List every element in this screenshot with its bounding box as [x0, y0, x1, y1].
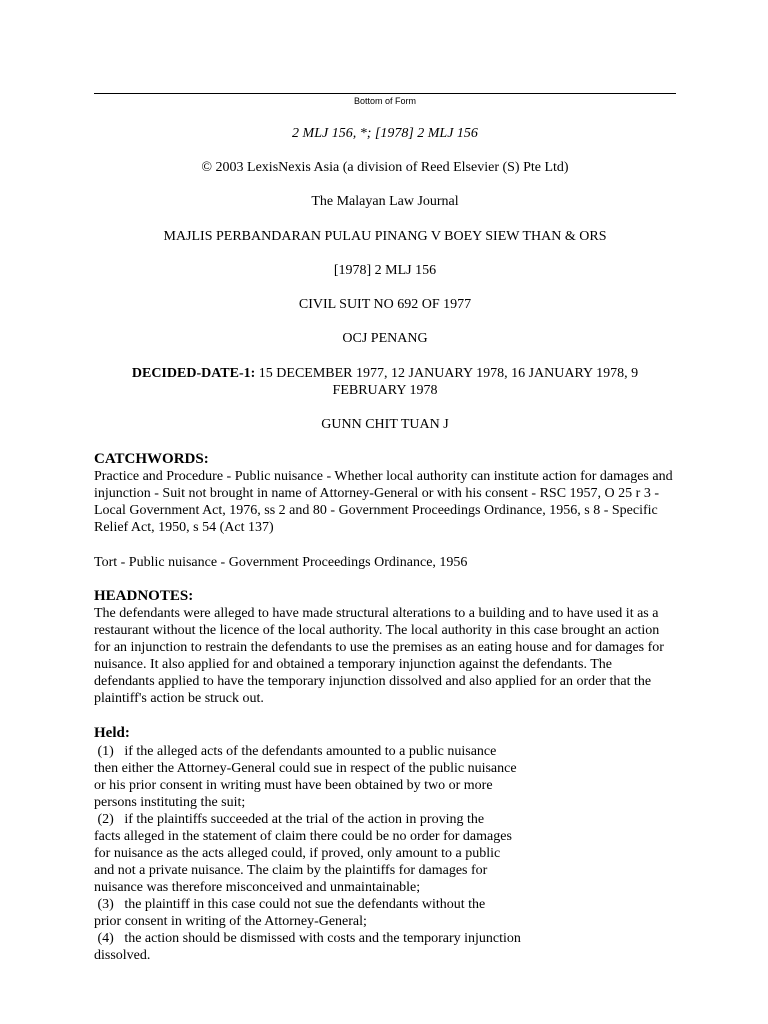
held-line: facts alleged in the statement of claim there could be no order for damages: [94, 829, 512, 844]
catchwords-heading: CATCHWORDS:: [94, 451, 209, 467]
catchwords-paragraph-1: Practice and Procedure - Public nuisance - Whether local authority can institute action for damages and injunction - Suit not brought in name of Attorney-General or with his consent - RSC 1957, O 25 r 3 - Local Government Act, 1976, ss 2 and 80 - Government Proceedings Ordinance, 1956, s 8 - Specific Relief Act, 1950, s 54 (Act 137): [94, 469, 673, 535]
copyright-notice: © 2003 LexisNexis Asia (a division of Reed Elsevier (S) Pte Ltd): [201, 160, 569, 175]
catchwords-paragraph-2: Tort - Public nuisance - Government Proceedings Ordinance, 1956: [94, 555, 468, 570]
citation-line: 2 MLJ 156, *; [1978] 2 MLJ 156: [292, 126, 478, 141]
held-line: persons instituting the suit;: [94, 795, 246, 810]
held-line: then either the Attorney-General could sue in respect of the public nuisance: [94, 761, 517, 776]
decided-value: 15 DECEMBER 1977, 12 JANUARY 1978, 16 JANUARY 1978, 9 FEBRUARY 1978: [255, 366, 639, 398]
bottom-of-form-label: Bottom of Form: [353, 96, 416, 106]
held-line: (4) the action should be dismissed with costs and the temporary injunction: [94, 931, 521, 946]
held-line: (3) the plaintiff in this case could not sue the defendants without the: [94, 897, 486, 912]
court-name: OCJ PENANG: [342, 331, 428, 346]
held-line: and not a private nuisance. The claim by the plaintiffs for damages for: [94, 863, 488, 878]
judge-name: GUNN CHIT TUAN J: [321, 417, 449, 432]
held-line: dissolved.: [94, 948, 151, 963]
case-title: MAJLIS PERBANDARAN PULAU PINANG V BOEY SIEW THAN & ORS: [163, 229, 607, 244]
held-heading: Held:: [94, 725, 130, 741]
held-line: nuisance was therefore misconceived and unmaintainable;: [94, 880, 421, 895]
headnotes-paragraph: The defendants were alleged to have made structural alterations to a building and to have used it as a restaurant without the licence of the local authority. The local authority in this case brought an action for an injunction to restrain the defendants to use the premises as an eating house and for damages for nuisance. It also applied for and obtained a temporary injunction against the defendants. The defendants applied to have the temporary injunction dissolved and also applied for an order that the plaintiff's action be struck out.: [94, 606, 664, 706]
decided-label: DECIDED-DATE-1:: [131, 366, 256, 381]
held-line: prior consent in writing of the Attorney-General;: [94, 914, 367, 929]
held-line: (2) if the plaintiffs succeeded at the trial of the action in proving the: [94, 812, 485, 827]
held-list: [94, 743, 676, 964]
held-line: or his prior consent in writing must have been obtained by two or more: [94, 778, 493, 793]
suit-number: CIVIL SUIT NO 692 OF 1977: [298, 297, 472, 312]
horizontal-rule: [94, 93, 676, 94]
decided-date: [94, 365, 676, 399]
case-citation: [1978] 2 MLJ 156: [333, 263, 437, 278]
held-line: for nuisance as the acts alleged could, if proved, only amount to a public: [94, 846, 501, 861]
journal-name: The Malayan Law Journal: [311, 194, 459, 209]
held-line: (1) if the alleged acts of the defendants amounted to a public nuisance: [94, 744, 497, 759]
headnotes-heading: HEADNOTES:: [94, 588, 194, 604]
